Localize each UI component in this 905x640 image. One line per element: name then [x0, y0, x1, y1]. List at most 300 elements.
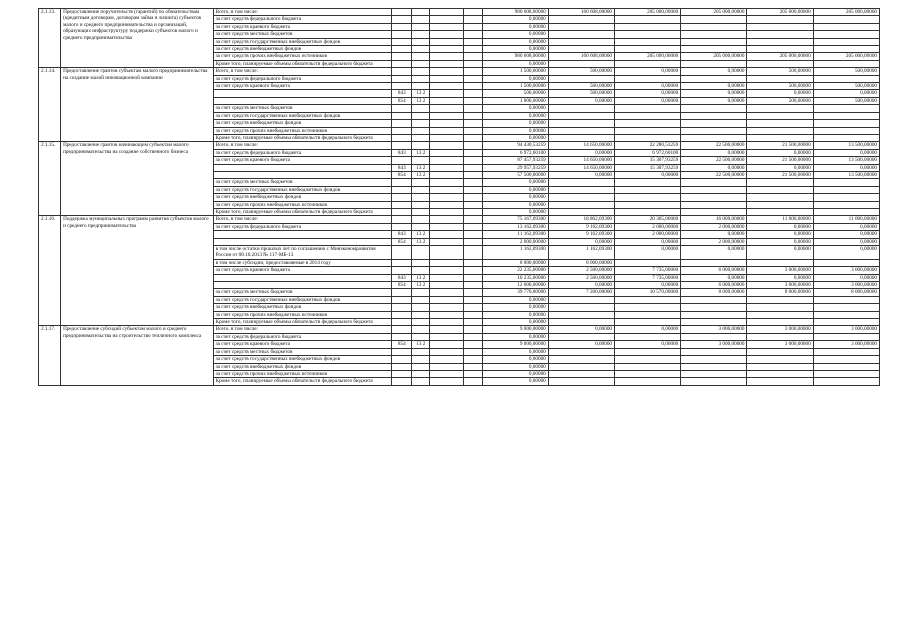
- amount-cell: 13 500,00000: [813, 157, 879, 164]
- amount-cell: 6 972,60100: [615, 149, 681, 156]
- amount-cell: 0,00000: [813, 149, 879, 156]
- amount-cell: 205 000,00000: [747, 53, 813, 60]
- vr-code: [464, 246, 482, 260]
- funding-source: за счет средств внебюджетных фондов: [213, 46, 392, 53]
- amount-cell: [548, 112, 614, 119]
- amount-cell: 0,00000: [747, 246, 813, 260]
- amount-cell: 13 500,00000: [813, 142, 879, 149]
- grbs-code: [392, 216, 412, 223]
- funding-source: за счет средств государственных внебюджетных фондов: [213, 296, 392, 303]
- amount-cell: [747, 16, 813, 23]
- amount-cell: 14 650,00000: [548, 164, 614, 171]
- funding-source: за счет средств местных бюджетов: [213, 105, 392, 112]
- rz-code: [412, 304, 430, 311]
- amount-cell: 0,00000: [681, 83, 747, 90]
- vr-code: [464, 223, 482, 230]
- rz-code: [412, 356, 430, 363]
- funding-source: [213, 282, 392, 289]
- section-number: 2.1.15.: [39, 142, 61, 216]
- vr-code: [464, 311, 482, 318]
- amount-cell: [615, 16, 681, 23]
- amount-cell: 0,00000: [615, 68, 681, 75]
- vr-code: [464, 333, 482, 340]
- vr-code: [464, 348, 482, 355]
- cs-code: [430, 186, 464, 193]
- amount-cell: [813, 208, 879, 215]
- cs-code: [430, 75, 464, 82]
- amount-cell: [747, 194, 813, 201]
- amount-cell: 11 162,09300: [482, 231, 548, 238]
- rz-code: [412, 38, 430, 45]
- amount-cell: 15 307,93259: [615, 157, 681, 164]
- amount-cell: [548, 194, 614, 201]
- amount-cell: 9 000,00000: [482, 326, 548, 333]
- vr-code: [464, 127, 482, 134]
- amount-cell: 0,00000: [482, 179, 548, 186]
- amount-cell: [747, 105, 813, 112]
- amount-cell: 2 500,00000: [548, 274, 614, 281]
- amount-cell: [681, 296, 747, 303]
- grbs-code: [392, 120, 412, 127]
- amount-cell: [813, 186, 879, 193]
- vr-code: [464, 267, 482, 274]
- amount-cell: 87 457,93259: [482, 157, 548, 164]
- amount-cell: [548, 46, 614, 53]
- rz-code: [412, 31, 430, 38]
- amount-cell: 0,00000: [813, 90, 879, 97]
- rz-code: [412, 75, 430, 82]
- amount-cell: 0,00000: [482, 127, 548, 134]
- cs-code: [430, 259, 464, 266]
- grbs-code: [392, 157, 412, 164]
- amount-cell: 0,00000: [482, 46, 548, 53]
- grbs-code: [392, 142, 412, 149]
- vr-code: [464, 238, 482, 245]
- rz-code: [412, 208, 430, 215]
- amount-cell: 0,00000: [482, 194, 548, 201]
- amount-cell: 500,00000: [548, 68, 614, 75]
- amount-cell: 0,00000: [681, 274, 747, 281]
- vr-code: [464, 75, 482, 82]
- rz-code: [412, 16, 430, 23]
- amount-cell: [813, 378, 879, 385]
- amount-cell: 3 000,00000: [681, 326, 747, 333]
- funding-source: за счет средств государственных внебюджетных фондов: [213, 112, 392, 119]
- rz-code: [412, 296, 430, 303]
- cs-code: [430, 267, 464, 274]
- amount-cell: [813, 363, 879, 370]
- amount-cell: 21 500,00000: [747, 142, 813, 149]
- amount-cell: 0,00000: [681, 164, 747, 171]
- rz-code: [412, 246, 430, 260]
- funding-source: Кроме того, планируемые объемы обязательств федерального бюджета: [213, 134, 392, 141]
- amount-cell: 0,00000: [482, 356, 548, 363]
- amount-cell: 0,00000: [615, 341, 681, 348]
- vr-code: [464, 23, 482, 30]
- amount-cell: [615, 75, 681, 82]
- amount-cell: 8 000,00000: [482, 259, 548, 266]
- amount-cell: [615, 208, 681, 215]
- amount-cell: 0,00000: [681, 246, 747, 260]
- funding-source: за счет средств прочих внебюджетных источников: [213, 127, 392, 134]
- amount-cell: 0,00000: [615, 83, 681, 90]
- funding-source: Всего, в том числе:: [213, 216, 392, 223]
- funding-source: за счет средств краевого бюджета: [213, 267, 392, 274]
- amount-cell: [615, 105, 681, 112]
- vr-code: [464, 142, 482, 149]
- amount-cell: [747, 75, 813, 82]
- grbs-code: [392, 223, 412, 230]
- amount-cell: [747, 311, 813, 318]
- rz-code: [412, 60, 430, 67]
- budget-table: [38, 8, 880, 386]
- cs-code: [430, 194, 464, 201]
- vr-code: [464, 83, 482, 90]
- amount-cell: [747, 208, 813, 215]
- amount-cell: [747, 60, 813, 67]
- amount-cell: [813, 194, 879, 201]
- rz-code: [412, 157, 430, 164]
- vr-code: [464, 149, 482, 156]
- rz-code: [412, 311, 430, 318]
- amount-cell: 0,00000: [747, 90, 813, 97]
- funding-source: Всего, в том числе:: [213, 9, 392, 16]
- vr-code: [464, 201, 482, 208]
- amount-cell: 160 608,00000: [548, 9, 614, 16]
- amount-cell: 1 500,00000: [482, 83, 548, 90]
- amount-cell: [813, 296, 879, 303]
- amount-cell: [681, 319, 747, 326]
- amount-cell: [681, 31, 747, 38]
- grbs-code: [392, 53, 412, 60]
- amount-cell: [747, 363, 813, 370]
- amount-cell: 205 000,00000: [813, 9, 879, 16]
- grbs-code: [392, 326, 412, 333]
- amount-cell: [548, 60, 614, 67]
- amount-cell: 9 162,09300: [548, 223, 614, 230]
- rz-code: [412, 23, 430, 30]
- budget-table-body: [39, 9, 880, 386]
- amount-cell: [813, 304, 879, 311]
- cs-code: [430, 142, 464, 149]
- funding-source: Кроме того, планируемые объемы обязательств федерального бюджета: [213, 60, 392, 67]
- funding-source: за счет средств прочих внебюджетных источников: [213, 311, 392, 318]
- grbs-code: [392, 356, 412, 363]
- amount-cell: [681, 201, 747, 208]
- cs-code: [430, 333, 464, 340]
- amount-cell: 0,00000: [615, 238, 681, 245]
- amount-cell: [747, 348, 813, 355]
- amount-cell: [615, 38, 681, 45]
- amount-cell: 2 000,00000: [615, 223, 681, 230]
- cs-code: [430, 348, 464, 355]
- amount-cell: [813, 333, 879, 340]
- cs-code: [430, 31, 464, 38]
- amount-cell: [681, 259, 747, 266]
- cs-code: [430, 238, 464, 245]
- section-name: Поддержка муниципальных программ развития субъектов малого и среднего предпринимательства: [61, 216, 214, 326]
- amount-cell: [681, 105, 747, 112]
- cs-code: [430, 311, 464, 318]
- table-row: [39, 142, 880, 149]
- amount-cell: [813, 179, 879, 186]
- rz-code: [412, 179, 430, 186]
- amount-cell: 39 770,00000: [482, 289, 548, 296]
- amount-cell: 0,00000: [482, 16, 548, 23]
- funding-source: за счет средств государственных внебюджетных фондов: [213, 186, 392, 193]
- cs-code: [430, 157, 464, 164]
- funding-source: за счет средств местных бюджетов: [213, 179, 392, 186]
- amount-cell: [813, 16, 879, 23]
- grbs-code: [392, 208, 412, 215]
- amount-cell: 22 500,00000: [681, 157, 747, 164]
- cs-code: [430, 326, 464, 333]
- amount-cell: [813, 31, 879, 38]
- amount-cell: 0,00000: [747, 164, 813, 171]
- amount-cell: 0,00000: [482, 370, 548, 377]
- amount-cell: 11 000,00000: [747, 216, 813, 223]
- amount-cell: [681, 208, 747, 215]
- amount-cell: 0,00000: [615, 171, 681, 178]
- amount-cell: 0,00000: [681, 97, 747, 104]
- amount-cell: [548, 378, 614, 385]
- amount-cell: [813, 105, 879, 112]
- amount-cell: 500,00000: [747, 68, 813, 75]
- rz-code: [412, 201, 430, 208]
- amount-cell: 12 000,00000: [482, 282, 548, 289]
- grbs-code: 843: [392, 274, 412, 281]
- cs-code: [430, 246, 464, 260]
- vr-code: [464, 38, 482, 45]
- amount-cell: 1 500,00000: [482, 68, 548, 75]
- cs-code: [430, 356, 464, 363]
- amount-cell: 57 500,00000: [482, 171, 548, 178]
- funding-source: Всего, в том числе:: [213, 68, 392, 75]
- amount-cell: [813, 120, 879, 127]
- grbs-code: [392, 83, 412, 90]
- cs-code: [430, 149, 464, 156]
- amount-cell: 2 000,00000: [615, 231, 681, 238]
- vr-code: [464, 97, 482, 104]
- amount-cell: [681, 120, 747, 127]
- grbs-code: [392, 127, 412, 134]
- amount-cell: 11 000,00000: [813, 216, 879, 223]
- amount-cell: [681, 370, 747, 377]
- amount-cell: 0,00000: [482, 120, 548, 127]
- funding-source: Всего, в том числе:: [213, 326, 392, 333]
- amount-cell: 0,00000: [615, 97, 681, 104]
- amount-cell: [681, 333, 747, 340]
- amount-cell: [548, 38, 614, 45]
- amount-cell: [681, 186, 747, 193]
- table-row: [39, 216, 880, 223]
- grbs-code: [392, 296, 412, 303]
- amount-cell: 205 000,00000: [681, 53, 747, 60]
- amount-cell: [813, 23, 879, 30]
- vr-code: [464, 370, 482, 377]
- amount-cell: 0,00000: [482, 31, 548, 38]
- amount-cell: [681, 16, 747, 23]
- amount-cell: 980 608,00000: [482, 53, 548, 60]
- rz-code: [412, 378, 430, 385]
- amount-cell: 3 000,00000: [813, 267, 879, 274]
- grbs-code: [392, 46, 412, 53]
- amount-cell: [747, 319, 813, 326]
- amount-cell: [548, 23, 614, 30]
- amount-cell: [548, 363, 614, 370]
- grbs-code: 854: [392, 341, 412, 348]
- cs-code: [430, 134, 464, 141]
- vr-code: [464, 31, 482, 38]
- grbs-code: [392, 311, 412, 318]
- funding-source: Кроме того, планируемые объемы обязательств федерального бюджета: [213, 319, 392, 326]
- amount-cell: 3 000,00000: [813, 326, 879, 333]
- cs-code: [430, 53, 464, 60]
- amount-cell: 2 000,00000: [681, 223, 747, 230]
- amount-cell: [813, 201, 879, 208]
- vr-code: [464, 179, 482, 186]
- cs-code: [430, 304, 464, 311]
- amount-cell: [747, 112, 813, 119]
- amount-cell: 21 500,00000: [747, 171, 813, 178]
- amount-cell: 500,00000: [548, 90, 614, 97]
- rz-code: [412, 216, 430, 223]
- funding-source: Кроме того, планируемые объемы обязательств федерального бюджета: [213, 378, 392, 385]
- rz-code: 13 2: [412, 231, 430, 238]
- cs-code: [430, 38, 464, 45]
- amount-cell: [548, 105, 614, 112]
- amount-cell: 0,00000: [548, 282, 614, 289]
- rz-code: [412, 223, 430, 230]
- amount-cell: 6 000,00000: [681, 282, 747, 289]
- funding-source: [213, 274, 392, 281]
- amount-cell: [747, 23, 813, 30]
- amount-cell: 0,00000: [482, 38, 548, 45]
- amount-cell: [615, 112, 681, 119]
- cs-code: [430, 282, 464, 289]
- amount-cell: 75 167,09300: [482, 216, 548, 223]
- amount-cell: [681, 304, 747, 311]
- amount-cell: 7 735,00000: [615, 267, 681, 274]
- funding-source: в том числе остатки прошлых лет по соглашению с Минэкономразвития России от 08.10.2013 № 117-МБ-13: [213, 246, 392, 260]
- cs-code: [430, 201, 464, 208]
- vr-code: [464, 326, 482, 333]
- vr-code: [464, 356, 482, 363]
- amount-cell: [747, 31, 813, 38]
- grbs-code: 854: [392, 238, 412, 245]
- amount-cell: [747, 259, 813, 266]
- amount-cell: 8 000,00000: [681, 289, 747, 296]
- amount-cell: 0,00000: [615, 326, 681, 333]
- vr-code: [464, 282, 482, 289]
- amount-cell: [615, 60, 681, 67]
- amount-cell: [747, 304, 813, 311]
- vr-code: [464, 60, 482, 67]
- amount-cell: [548, 296, 614, 303]
- amount-cell: 10 235,00000: [482, 274, 548, 281]
- rz-code: [412, 83, 430, 90]
- grbs-code: [392, 75, 412, 82]
- amount-cell: [747, 356, 813, 363]
- amount-cell: 0,00000: [482, 60, 548, 67]
- amount-cell: 6 972,60100: [482, 149, 548, 156]
- rz-code: [412, 370, 430, 377]
- amount-cell: [615, 333, 681, 340]
- amount-cell: [813, 46, 879, 53]
- funding-source: за счет средств внебюджетных фондов: [213, 194, 392, 201]
- cs-code: [430, 83, 464, 90]
- amount-cell: 0,00000: [482, 304, 548, 311]
- section-name: Предоставление поручительств (гарантий) по обязательствам (кредитным договорам, договорам займа и лизинга) субъектов малого и среднего предпринимательства и организаций, образующих инфраструктуру поддержки субъектов малого и среднего предпринимательства: [61, 9, 214, 68]
- amount-cell: 22 235,00000: [482, 267, 548, 274]
- cs-code: [430, 60, 464, 67]
- funding-source: за счет средств прочих внебюджетных источников: [213, 53, 392, 60]
- vr-code: [464, 259, 482, 266]
- amount-cell: 2 000,00000: [681, 238, 747, 245]
- amount-cell: [747, 179, 813, 186]
- cs-code: [430, 9, 464, 16]
- funding-source: Всего, в том числе:: [213, 142, 392, 149]
- amount-cell: 0,00000: [482, 105, 548, 112]
- funding-source: за счет средств федерального бюджета: [213, 75, 392, 82]
- grbs-code: 843: [392, 231, 412, 238]
- rz-code: [412, 267, 430, 274]
- funding-source: за счет средств федерального бюджета: [213, 149, 392, 156]
- vr-code: [464, 157, 482, 164]
- vr-code: [464, 186, 482, 193]
- grbs-code: [392, 68, 412, 75]
- amount-cell: 0,00000: [482, 311, 548, 318]
- amount-cell: 22 280,53259: [615, 142, 681, 149]
- amount-cell: [615, 378, 681, 385]
- cs-code: [430, 274, 464, 281]
- amount-cell: 0,00000: [482, 319, 548, 326]
- amount-cell: [548, 333, 614, 340]
- cs-code: [430, 296, 464, 303]
- rz-code: [412, 142, 430, 149]
- amount-cell: 1 162,09300: [482, 246, 548, 260]
- funding-source: за счет средств федерального бюджета: [213, 223, 392, 230]
- amount-cell: 0,00000: [482, 208, 548, 215]
- vr-code: [464, 289, 482, 296]
- vr-code: [464, 208, 482, 215]
- rz-code: 13 2: [412, 149, 430, 156]
- amount-cell: [813, 311, 879, 318]
- grbs-code: 843: [392, 164, 412, 171]
- amount-cell: 0,00000: [482, 296, 548, 303]
- rz-code: [412, 194, 430, 201]
- rz-code: [412, 68, 430, 75]
- grbs-code: 843: [392, 149, 412, 156]
- amount-cell: 21 500,00000: [747, 157, 813, 164]
- cs-code: [430, 90, 464, 97]
- rz-code: [412, 46, 430, 53]
- vr-code: [464, 304, 482, 311]
- vr-code: [464, 378, 482, 385]
- vr-code: [464, 363, 482, 370]
- amount-cell: [548, 186, 614, 193]
- amount-cell: [747, 134, 813, 141]
- rz-code: [412, 363, 430, 370]
- amount-cell: [548, 348, 614, 355]
- amount-cell: 9 162,09300: [548, 231, 614, 238]
- amount-cell: [548, 120, 614, 127]
- amount-cell: [615, 23, 681, 30]
- vr-code: [464, 16, 482, 23]
- amount-cell: 0,00000: [681, 90, 747, 97]
- amount-cell: 500,00000: [747, 97, 813, 104]
- amount-cell: [681, 75, 747, 82]
